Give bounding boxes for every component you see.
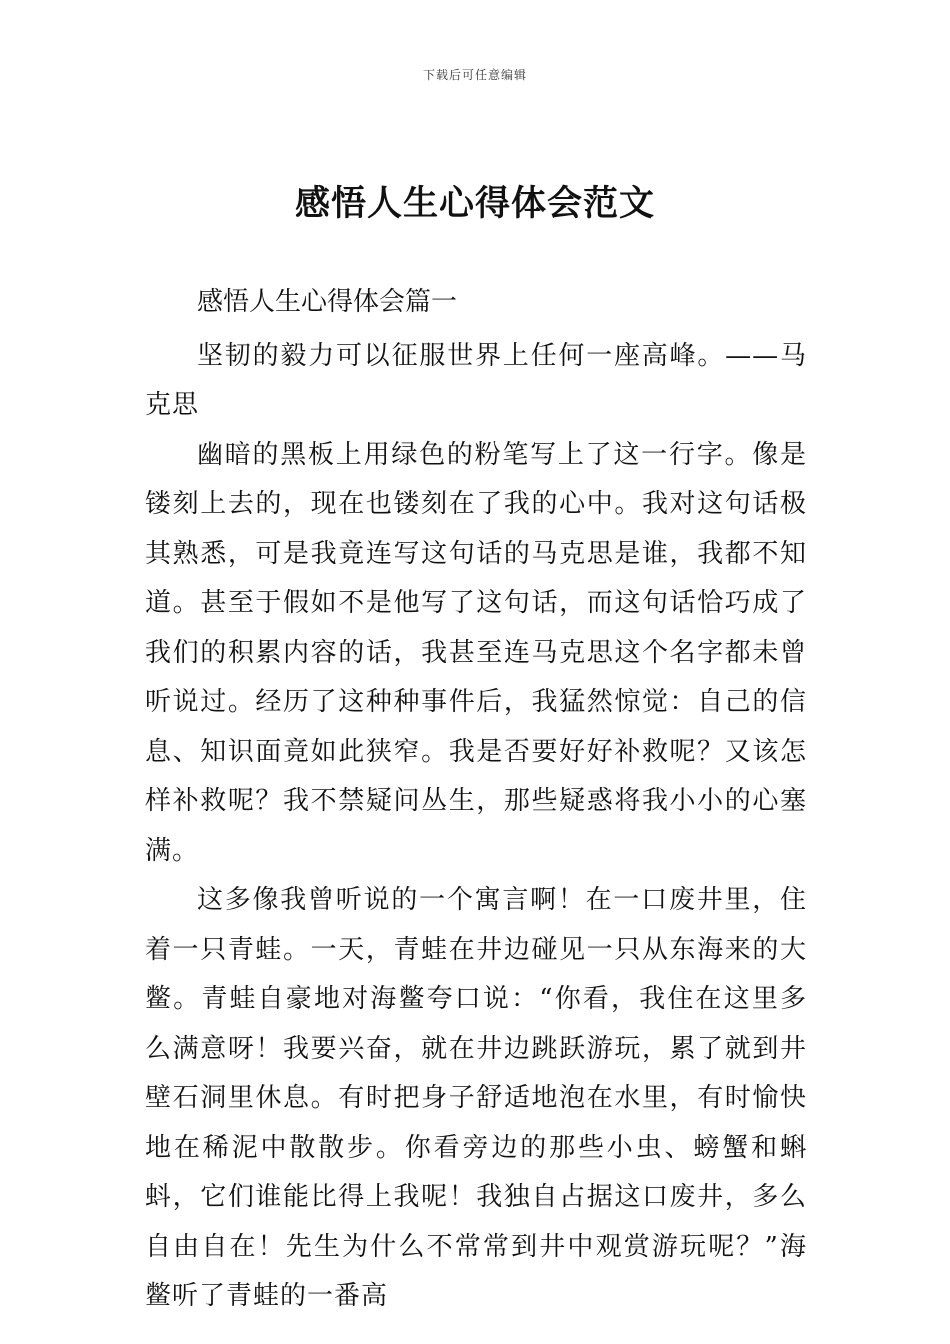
section-heading: 感悟人生心得体会篇一 <box>197 287 458 317</box>
document-title: 感悟人生心得体会范文 <box>294 183 655 224</box>
paragraph-fable: 这多像我曾听说的一个寓言啊！在一口废井里，住着一只青蛙。一天，青蛙在井边碰见一只从东海来的大鳖。青蛙自豪地对海鳖夸口说：“你看，我住在这里多么满意呀！我要兴奋，就在井边跳跃游玩，累了就到井壁石洞里休息。有时把身子舒适地泡在水里，有时愉快地在稀泥中散散步。你看旁边的那些小虫、螃蟹和蝌蚪，它们谁能比得上我呢！我独自占据这口废井，多么自由自在！先生为什么不常常到井中观赏游玩呢？”海鳖听了青蛙的一番高 <box>145 885 807 1311</box>
page-header-note: 下载后可任意编辑 <box>422 68 527 82</box>
paragraph-reflection: 幽暗的黑板上用绿色的粉笔写上了这一行字。像是镂刻上去的，现在也镂刻在了我的心中。我对这句话极其熟悉，可是我竟连写这句话的马克思是谁，我都不知道。甚至于假如不是他写了这句话，而这句话恰巧成了我们的积累内容的话，我甚至连马克思这个名字都未曾听说过。经历了这种种事件后，我猛然惊觉：自己的信息、知识面竟如此狭窄。我是否要好好补救呢？又该怎样补救呢？我不禁疑问丛生，那些疑惑将我小小的心塞满。 <box>145 439 807 866</box>
paragraph-quote: 坚韧的毅力可以征服世界上任何一座高峰。——马克思 <box>145 340 807 420</box>
document-body <box>145 278 807 1322</box>
